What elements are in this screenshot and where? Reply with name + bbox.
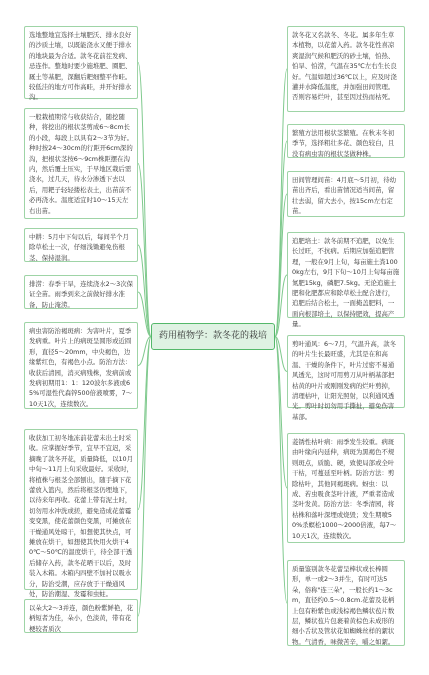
connector-line	[275, 337, 287, 604]
right-node-pests: 菱锈性枯叶病：雨季发生较重。病斑由叶缘向内延伸，病斑为黑褐色不规则斑点，质脆、硬，致使局部或全叶干枯，可蔓延至叶柄。防治方法：剪除枯叶，其他同褐斑病。蚜虫：以成、若虫吸食茎叶汁液，严重者造成茎叶发黄。防治方法：冬季清园，将枯株和落叶深埋或烧毁；发生期喷50%杀螟松1000～2000倍液，每7～10天1次，连续数次。	[287, 433, 405, 543]
left-node-drainage: 排涝：春季干旱，连续浇水2～3次保证全苗。雨季到来之前做好排水准备，防止淹涝。	[24, 275, 138, 309]
right-node-fertilizing: 追肥培土：款冬前期不追肥，以免生长过旺，不抗病。后期应加强追肥管理，一般在9月上旬，每亩施土粪1000kg左右，9月下旬～10月上旬每亩施氮肥15kg，磷肥7.5kg。无论追施土肥和化肥都应和除草松土配合进行，追肥后结合松土，一面掩盖肥料，一面向根部培土，以保持肥效，提高产量。	[287, 232, 405, 318]
left-node-quality-grade: 以朵大2～3并连，颜色粉紫鲜艳，花柄短者为佳，朵小，色淡黄，带有花梗较者质次	[24, 599, 138, 633]
central-topic: 药用植物学：款冬花的栽培	[151, 323, 275, 350]
left-node-harvest-processing: 收获加工初冬地冻前花蕾未出土时采收。应掌握好季节，宜早不宜迟，采摘晚了款冬开花，质量降低，以10月中旬～11月上旬采收最好。采收时，将植株与根茎全部刨出，随手摘下花蕾放入篮内，然后将根茎仍埋地下，以待来年再收。花蕾上带有泥土时，切勿用水冲洗或搓，避免造成花蕾霉变变黑，使花蕾颜色变黑，可摊放在干燥通风处晾干，如想使其快点，可摊放在烘干，如想使其快用火烘干40℃～50℃的温度烘干，待全部干透后储存入药，款冬花晒干以后，及时装入木箱。木箱内四壁不加衬以吸水分，防治受潮，应存放于干燥通风处，防治潮湿、发霉和虫蛀。	[24, 429, 138, 590]
left-node-planting: 一般栽植期常与收获结合，随挖随种，将挖出的根状茎剪成6～8cm长的小段，每段上以具有2～3节为好。种时按24～30cm的行距开6cm深的沟，把根状茎按6～9cm株距摆在沟内，然后覆土压实，于早地区栽后需浇水，过几天，待水分渗透下去以后，用耙子轻轻搂松表土，出苗前不必再浇水。温度适宜时10～15天左右出苗。	[24, 108, 138, 219]
right-node-leaf-pruning: 剪叶通风：6～7月，气温升高，款冬的叶片生长最旺盛，尤其是在和高温、干燥的条件下，叶片过密不易通风透光，这时可用剪刀从叶柄基部把枯黄的叶片或刚刚发病的烂叶剪掉，清理枯叶，让阳光照射，以利通风透光。剪叶时切勿用手撕扯，避免伤害基部。	[287, 335, 405, 408]
left-node-disease-control: 病虫害防治褐斑病：为害叶片，夏季发病重。叶片上的病斑呈圆形或近圆形，直径5～20mm，中央褐色，边缘紫红色，有褐色小点。防治方法：收获后清园，消灭病残株，发病前或发病初期用1：1：120波尔多液或65%可湿性代森锌500倍液喷雾，7～10天1次，连续数次。	[24, 322, 138, 409]
left-node-site-preparation: 选地整地宜选择土壤肥沃、排水良好的沙质土壤，以既能浇水又便于排水的地块最为合适。款冬花前茬发病、忌连作。整地时要少施堆肥、圈肥、厩土等基肥，深翻后耙细整平作畦。较低洼的地方可作高畦，并开好排水沟。	[24, 26, 138, 99]
right-node-quality-identification: 质量鉴别款冬花蕾呈棒状或长棒圆形，单一或2～3并生，有时可达5朵，俗称"连三朵"，一般长约1～3cm，直径约0.5～0.8cm.花蕾及花柄上包有粉紫色或浅棕褐色鳞状苞片数层，鳞状苞片包裹着黄棕色未成形的细小舌状及管状花如蜘蛛丝样的絮状物。气清香，味微苦辛，嚼之如絮。	[287, 560, 405, 646]
left-node-cultivation: 中耕：5月中下旬以后，每间半个月除草松土一次，仔细浅锄避免伤根茎、保持湿润。	[24, 228, 138, 262]
right-node-overview: 款冬花又名款冬、冬花。属多年生草本植物，以花蕾入药。款冬花性喜凉爽湿润气候和肥沃的砂土壤，怕热、怕旱、怕涝，气温在35℃左右生长良好。气温如超过36℃以上，应及时浇灌并水降低温度，并加强田间管理。否则容易烂叶，甚至因过热而枯死。	[287, 26, 405, 112]
right-node-thinning: 田间管理间苗：4月底～5月初，待幼苗出齐后，看出苗情况适当间苗，留壮去弱，留大去小，按15cm左右定苗。	[287, 171, 405, 217]
right-node-propagation: 繁殖方法用根状茎繁殖。在秋末冬初季节，选择粗壮多花、颜色较白，且没有病虫害的根状茎做种株。	[287, 124, 405, 158]
connector-line	[138, 337, 151, 617]
